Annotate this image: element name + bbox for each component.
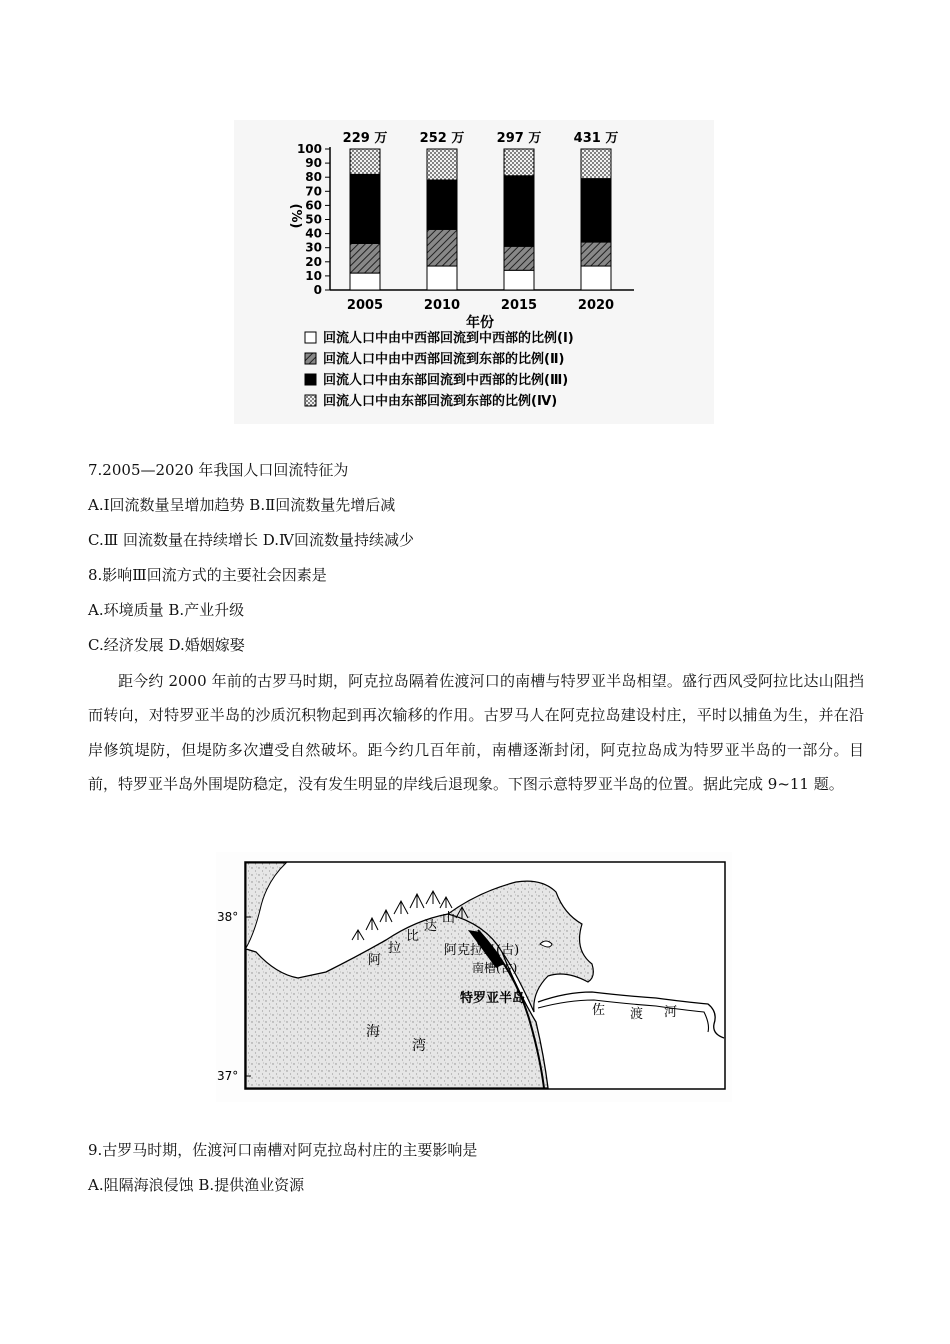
q7-options-ab: A.Ⅰ回流数量呈增加趋势 B.Ⅱ回流数量先增后减 <box>88 496 396 514</box>
bar-seg-ii-2020 <box>581 242 611 266</box>
legend-label-i: 回流人口中由中西部回流到中西部的比例(Ⅰ) <box>323 331 574 346</box>
x-axis-title: 年份 <box>466 315 494 331</box>
q8-stem: 8.影响Ⅲ回流方式的主要社会因素是 <box>88 566 327 584</box>
bar-seg-iii-2020 <box>581 179 611 242</box>
mountain-label-2: 拉 <box>388 941 402 956</box>
passage-text: 距今约 2000 年前的古罗马时期，阿克拉岛隔着佐渡河口的南槽与特罗亚半岛相望。盛行西风受阿拉比达山阻挡而转向，对特罗亚半岛的沙质沉积物起到再次输移的作用。古罗马人在阿克拉岛建设村庄，平时以捕鱼为生，并在沿岸修筑堤防，但堤防多次遭受自然破坏。距今约几百年前，南槽逐渐封闭，阿克拉岛成为特罗亚半岛的一部分。目前，特罗亚半岛外围堤防稳定，没有发生明显的岸线后退现象。下图示意特罗亚半岛的位置。据此完成 9~11 题。 <box>88 672 864 794</box>
bar-total-label: 229 万 <box>342 131 388 146</box>
bar-seg-i-2020 <box>581 266 611 290</box>
y-tick-label: 0 <box>313 283 322 297</box>
bar-seg-iv-2010 <box>427 149 457 180</box>
bar-seg-i-2005 <box>350 273 380 290</box>
bar-seg-iv-2015 <box>504 149 534 176</box>
bar-total-label: 431 万 <box>573 131 619 146</box>
y-tick-label: 10 <box>305 268 322 283</box>
river-label-2: 渡 <box>630 1007 644 1022</box>
mountain-label-5: 山 <box>442 911 456 926</box>
bar-total-label: 297 万 <box>496 131 542 146</box>
y-tick-label: 30 <box>305 240 322 255</box>
bar-seg-ii-2010 <box>427 229 457 266</box>
y-axis-label: (%) <box>288 203 303 229</box>
q7-options-cd: C.Ⅲ 回流数量在持续增长 D.Ⅳ回流数量持续减少 <box>88 531 414 549</box>
bar-totals <box>343 131 619 146</box>
bar-seg-i-2015 <box>504 270 534 290</box>
legend-swatch-i <box>305 332 316 343</box>
q8-options-ab: A.环境质量 B.产业升级 <box>88 601 245 619</box>
legend-label-iii: 回流人口中由东部回流到中西部的比例(Ⅲ) <box>323 373 569 388</box>
mountain-label-1: 阿 <box>368 953 382 968</box>
x-tick-label: 2010 <box>423 298 461 313</box>
y-tick-label: 40 <box>305 226 322 241</box>
x-tick-label: 2005 <box>346 298 384 313</box>
q7-stem: 7.2005—2020 年我国人口回流特征为 <box>88 461 349 479</box>
mountain-label-3: 比 <box>406 929 420 944</box>
y-tick-label: 60 <box>305 198 322 213</box>
legend-label-iv: 回流人口中由东部回流到东部的比例(Ⅳ) <box>323 394 558 409</box>
q8-options-cd: C.经济发展 D.婚姻嫁娶 <box>88 636 245 654</box>
y-tick-label: 100 <box>296 142 322 156</box>
bar-total-label: 252 万 <box>419 131 465 146</box>
bay-label-2: 湾 <box>412 1038 426 1054</box>
population-return-chart <box>234 120 714 424</box>
x-tick-label: 2015 <box>500 298 538 313</box>
reading-passage <box>88 664 864 802</box>
x-tick-label: 2020 <box>577 298 615 313</box>
bar-seg-ii-2005 <box>350 243 380 273</box>
legend-swatch-ii <box>305 353 316 364</box>
q9-options-ab: A.阻隔海浪侵蚀 B.提供渔业资源 <box>88 1176 305 1194</box>
bars <box>350 149 611 290</box>
y-tick-label: 20 <box>305 254 322 269</box>
y-tick-label: 70 <box>305 184 322 199</box>
bar-seg-iv-2005 <box>350 149 380 174</box>
lat-label-38: 38° <box>217 910 239 924</box>
mountain-label-4: 达 <box>424 919 438 934</box>
lat-label-37: 37° <box>217 1069 239 1083</box>
chart-svg <box>234 120 714 424</box>
y-tick-label: 90 <box>305 156 322 171</box>
bay-label-1: 海 <box>366 1024 380 1040</box>
bar-seg-iii-2010 <box>427 180 457 229</box>
y-tick-label: 80 <box>305 170 322 185</box>
y-tick-label: 50 <box>305 212 322 227</box>
bar-seg-ii-2015 <box>504 246 534 270</box>
bar-seg-iv-2020 <box>581 149 611 179</box>
river-label-3: 河 <box>664 1005 678 1020</box>
bar-seg-iii-2005 <box>350 174 380 243</box>
legend-label-ii: 回流人口中由中西部回流到东部的比例(Ⅱ) <box>323 352 565 367</box>
river-label-1: 佐 <box>592 1003 606 1018</box>
bar-seg-iii-2015 <box>504 176 534 247</box>
troia-peninsula-map <box>216 852 732 1102</box>
bar-seg-i-2010 <box>427 266 457 290</box>
legend-swatch-iii <box>305 374 316 385</box>
legend-swatch-iv <box>305 395 316 406</box>
x-labels <box>347 298 614 313</box>
legend <box>305 330 574 409</box>
channel-label: 南槽(古) <box>472 961 518 975</box>
q9-stem: 9.古罗马时期，佐渡河口南槽对阿克拉岛村庄的主要影响是 <box>88 1141 478 1159</box>
peninsula-label: 特罗亚半岛 <box>460 991 526 1006</box>
island-label: 阿克拉岛(古) <box>444 943 520 958</box>
